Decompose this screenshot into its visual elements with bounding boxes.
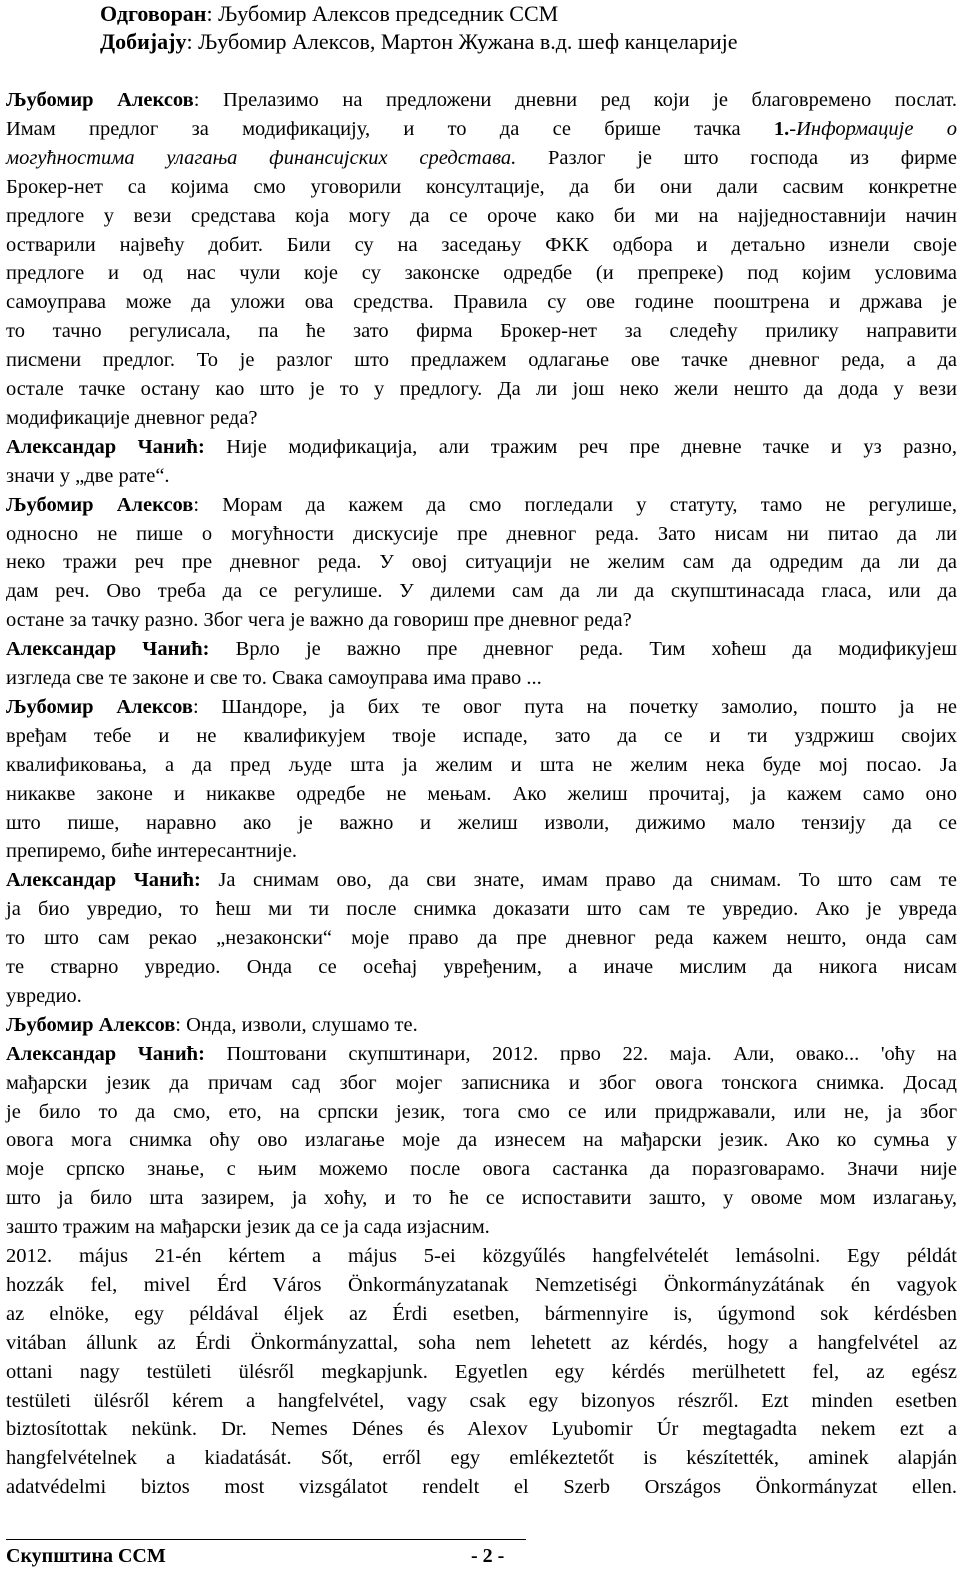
header-recipients-line: [100, 28, 940, 55]
text-segment: мађарски језик да причам сад због мојег записника и због овога тонскога снимка. Досад: [6, 1071, 957, 1094]
text-line: [6, 924, 957, 953]
text-line: [6, 837, 957, 866]
text-segment: увредио.: [6, 984, 82, 1007]
text-segment: односно не пише о могућности дискусије пре дневног реда. Зато нисам ни питао да ли: [6, 522, 957, 545]
text-segment: то тачно регулисала, па ће зато фирма Брокер-нет за следећу прилику направити: [6, 320, 957, 343]
text-line: [6, 548, 957, 577]
text-segment: то што сам рекао „незаконски“ моје право да пре дневног реда кажем нешто, онда сам: [6, 927, 957, 950]
text-segment: остварили највећу добит. Били су на заседању ФКК одбора и детаљно изнели своје: [6, 233, 957, 256]
text-segment: дам реч. Ово треба да се регулише. У дилеми сам да ли да скупштинасада гласа, или да: [6, 580, 957, 603]
text-segment: квалификовања, а да пред људе шта ја желим и шта не желим нека буде мој посао. Ја: [6, 753, 957, 776]
text-segment: овога мога снимка оћу ово излагање моје да изнесем на мађарски језик. Ако ко сумња у: [6, 1129, 957, 1152]
text-segment: Поштовани скупштинари, 2012. прво 22. маја. Али, овако... 'оћу на: [204, 1042, 957, 1065]
text-segment: вређам тебе и не квалификујем твоје испаде, зато да се и ти уздржиш својих: [6, 724, 957, 747]
footer-assembly-name: Скупштина ССМ: [6, 1545, 166, 1567]
header-responsible-line: [100, 0, 940, 27]
text-line: [6, 144, 957, 173]
text-line: [6, 1415, 957, 1444]
text-line: [6, 404, 957, 433]
text-segment: моје српско знање, с њим можемо после овога састанка да поразговарамо. Значи није: [6, 1158, 957, 1181]
text-line: [6, 1473, 957, 1502]
text-segment: : Онда, изволи, слушамо те.: [175, 1013, 418, 1036]
text-line: [6, 1213, 957, 1242]
text-line: [6, 1300, 957, 1329]
text-line: [6, 982, 957, 1011]
text-line: [6, 173, 957, 202]
text-line: [6, 809, 957, 838]
text-segment: је било то да смо, ето, на српски језик, тога смо се или придржавали, или не, ја због: [6, 1100, 957, 1123]
text-line: [6, 953, 957, 982]
text-segment: hangfelvételnek a kiadatását. Sőt, erről egy emlékeztetőt is készítették, aminek alapján: [6, 1447, 957, 1470]
text-line: [6, 462, 957, 491]
text-line: [6, 780, 957, 809]
text-segment: никакве законе и никакве одредбе не мењам. Ако желиш прочитај, ја кажем само оно: [6, 782, 957, 805]
text-segment: 2012. május 21-én kértem a május 5-ei közgyűlés hangfelvételét lemásolni. Egy példát: [6, 1245, 957, 1267]
text-segment: модификације дневног реда?: [6, 406, 258, 429]
text-line: [6, 1069, 957, 1098]
speaker-name: 1.: [773, 117, 790, 140]
text-segment: adatvédelmi biztos most vizsgálatot rendelt el Szerb Országos Önkormányzat ellen.: [6, 1476, 957, 1499]
text-segment: : Прелазимо на предложени дневни ред који је благовремено послат.: [193, 89, 957, 111]
text-line: [6, 693, 957, 722]
speaker-name: Александар Чанић:: [6, 435, 205, 458]
text-line: [6, 1387, 957, 1416]
text-segment: предлоге и од нас чули које су законске одредбе (и препреке) под којим условима: [6, 262, 957, 285]
header-responsible-text: : Љубомир Алексов председник ССМ: [206, 1, 559, 26]
text-segment: изгледа све те законе и све то. Свака самоуправа има право ...: [6, 667, 542, 689]
text-line: [6, 231, 957, 260]
text-segment: Врло је важно пре дневног реда. Тим хоћеш да модификујеш: [209, 638, 957, 661]
text-line: [6, 1098, 957, 1127]
text-line: [6, 1040, 957, 1069]
italic-text: -Информације о: [789, 117, 957, 140]
text-segment: ја био увредио, то ћеш ми ти после снимка доказати што сам те увредио. Ако је увреда: [6, 898, 957, 921]
page-footer: [6, 1541, 957, 1572]
text-segment: што пише, наравно ако је важно и желиш изволи, дижимо мало тензију да се: [6, 811, 957, 834]
header-responsible-label: Одговоран: [100, 1, 207, 26]
text-line: [6, 491, 957, 520]
text-segment: препиремо, биће интересантније.: [6, 840, 298, 863]
text-segment: Није модификација, али тражим реч пре дневне тачке и уз разно,: [204, 435, 957, 458]
text-segment: testületi ülésről kérem a hangfelvétel, vagy csak egy bizonyos részről. Ezt minden esetben: [6, 1389, 957, 1412]
text-line: [6, 866, 957, 895]
speaker-name: Александар Чанић:: [6, 869, 201, 892]
text-segment: те стварно увредио. Онда се осећај увређеним, а иначе мислим да никога нисам: [6, 956, 957, 978]
text-segment: зашто тражим на мађарски језик да се ја сада изјасним.: [6, 1216, 490, 1239]
footer-page-number: - 2 -: [471, 1545, 505, 1567]
text-segment: : Шандоре, ја бих те овог пута на почетку замолио, пошто ја не: [192, 695, 957, 718]
text-segment: што ја било шта зазирем, ја хоћу, и то ће се испоставити зашто, у овоме мом излагању,: [6, 1187, 957, 1210]
text-segment: ottani nagy testületi ülésről megkapjunk. Egyetlen egy kérdés merülhetett fel, az egész: [6, 1360, 957, 1383]
text-line: [6, 520, 957, 549]
text-segment: vitában állunk az Érdi Önkormányzattal, soha nem lehetett az kérdés, hogy a hangfelvétel az: [6, 1331, 957, 1354]
speaker-name: Александар Чанић:: [6, 1042, 205, 1065]
text-segment: Ја снимам ово, да сви знате, имам право да снимам. То што сам те: [200, 869, 957, 892]
text-line: [6, 433, 957, 462]
text-line: [6, 1271, 957, 1300]
text-line: [6, 895, 957, 924]
footer-rule: [6, 1539, 526, 1540]
text-line: [6, 1242, 957, 1271]
text-line: [6, 1155, 957, 1184]
speaker-name: Љубомир Алексов: [6, 695, 193, 718]
text-line: [6, 86, 957, 115]
text-segment: остале тачке остану као што је то у предлогу. Да ли још неко жели нешто да дода у вези: [6, 378, 957, 400]
text-line: [6, 1444, 957, 1473]
text-line: [6, 722, 957, 751]
text-segment: значи у „две рате“.: [6, 464, 170, 487]
text-line: [6, 288, 957, 317]
italic-text: могућностима улагања финансијских средстава.: [6, 146, 517, 169]
text-segment: : Морам да кажем да смо погледали у статуту, тамо не регулише,: [193, 493, 957, 516]
speaker-name: Љубомир Алексов: [6, 1013, 176, 1036]
text-line: [6, 115, 957, 144]
text-segment: самоуправа може да уложи ова средства. Правила су ове године пооштрена и држава је: [6, 291, 957, 314]
text-segment: Разлог је што господа из фирме: [516, 146, 957, 169]
text-segment: az elnöke, egy példával éljek az Érdi esetben, bármennyire is, úgymond sok kérdésben: [6, 1302, 957, 1325]
text-line: [6, 635, 957, 664]
text-line: [6, 664, 957, 693]
speaker-name: Александар Чанић:: [6, 638, 210, 661]
text-segment: остане за тачку разно. Због чега је важно да говориш пре дневног реда?: [6, 609, 632, 632]
text-line: [6, 346, 957, 375]
text-line: [6, 1329, 957, 1358]
text-segment: hozzák fel, mivel Érd Város Önkormányzatanak Nemzetiségi Önkormányzátának én vagyok: [6, 1273, 957, 1296]
text-line: [6, 1358, 957, 1387]
text-segment: неко тражи реч пре дневног реда. У овој ситуацији не желим сам да одредим да ли да: [6, 551, 957, 574]
text-line: [6, 1126, 957, 1155]
text-line: [6, 202, 957, 231]
speaker-name: Љубомир Алексов: [6, 89, 194, 111]
text-segment: Брокер-нет са којима смо уговорили консултације, да би они дали сасвим конкретне: [6, 175, 957, 198]
text-line: [6, 1184, 957, 1213]
text-line: [6, 1011, 957, 1040]
text-line: [6, 317, 957, 346]
text-line: [6, 259, 957, 288]
text-segment: biztosítottak nekünk. Dr. Nemes Dénes és Alexov Lyubomir Úr megtagadta nekem ezt a: [6, 1418, 957, 1441]
text-segment: писмени предлог. То је разлог што предлажем одлагање ове тачке дневног реда, а да: [6, 349, 957, 372]
header-recipients-text: : Љубомир Алексов, Мартон Жужана в.д. шеф канцеларије: [186, 29, 738, 54]
text-segment: Имам предлог за модификацију, и то да се брише тачка: [6, 117, 774, 140]
text-segment: предлоге у вези средстава која могу да се ороче како би ми на најједноставнији начин: [6, 204, 957, 227]
header-recipients-label: Добијају: [100, 29, 187, 54]
speaker-name: Љубомир Алексов: [6, 493, 194, 516]
text-line: [6, 751, 957, 780]
text-line: [6, 606, 957, 635]
text-line: [6, 577, 957, 606]
text-line: [6, 375, 957, 404]
